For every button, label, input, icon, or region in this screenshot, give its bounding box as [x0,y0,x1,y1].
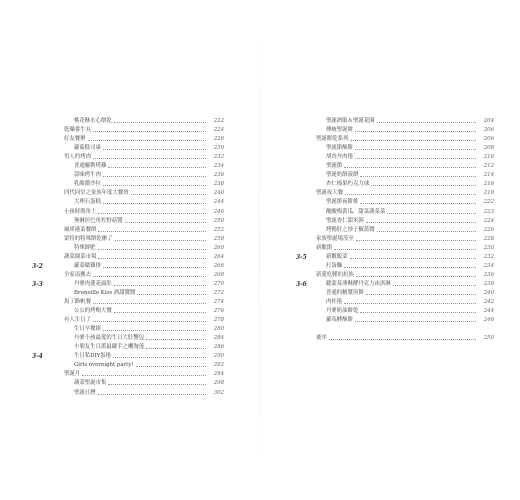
toc-entry[interactable] [326,126,494,135]
toc-entry-title: 杏仁榛果朽克力球 [326,181,370,188]
toc-page-number: 276 [213,308,224,315]
section-number: 3-2 [32,262,43,270]
section-number: 3-6 [296,280,307,288]
toc-page-number: 294 [213,371,224,378]
dot-leader [103,203,206,204]
dot-leader [350,258,476,259]
dot-leader [108,167,206,168]
toc-entry[interactable] [326,280,494,289]
toc-page-number: 250 [483,335,494,342]
toc-entry[interactable] [74,171,224,180]
toc-page-number: 268 [213,271,224,278]
dot-leader [98,249,206,250]
dot-leader [98,213,206,214]
toc-entry[interactable] [74,244,224,253]
toc-entry[interactable] [74,352,224,361]
toc-entry-title: 家族聖誕場茂至 [316,235,354,242]
toc-entry-title: 生日早餐組 [74,326,101,333]
dot-leader [355,158,476,159]
toc-entry-title: 新數飯菜 [326,253,348,260]
toc-page-number: 240 [483,289,494,296]
toc-entry[interactable] [326,208,494,217]
toc-page-number: 298 [213,380,224,387]
toc-page-number: 280 [213,326,224,333]
toc-entry[interactable] [74,307,224,316]
toc-entry-title: 聖誕節夜餅排 [326,199,359,206]
toc-page-number: 278 [213,317,224,324]
toc-page-number: 223 [483,208,494,215]
toc-entry-title: 全家南搬去 [64,271,91,278]
toc-entry-title: 大理石蛋糕 [74,199,101,206]
toc-page-number: 204 [483,118,494,124]
toc-page-number: 266 [213,262,224,269]
toc-entry-title: 蒜味烤牛肉 [74,172,101,179]
toc-entry-title: 好友餐聚 [64,136,86,143]
toc-entry-title: 肉桂捲 [326,299,343,305]
dot-leader [108,384,206,385]
dot-leader [355,321,476,322]
dot-leader [93,158,206,159]
dot-leader [356,240,476,241]
toc-entry[interactable] [64,126,224,135]
toc-entry[interactable] [74,379,224,388]
toc-entry[interactable] [326,180,494,189]
toc-entry-title: 聖誕節 [326,163,343,170]
toc-page-number: 292 [213,362,224,369]
toc-entry-title: 聖誕月 [64,371,81,378]
dot-leader [377,122,476,123]
toc-page-number: 212 [483,163,494,170]
toc-entry[interactable] [74,217,224,226]
dot-leader [344,303,476,304]
toc-entry-title: 蘿莓酵酥餅 [326,317,353,324]
toc-page-number: 250 [213,217,224,224]
dot-leader [114,285,206,286]
toc-page-number: 234 [213,163,224,170]
toc-entry-title: 蔬菜園菜市場 [64,253,97,260]
toc-entry-title: 風車港菜餐餅 [64,226,97,233]
toc-entry[interactable] [64,271,224,280]
toc-entry-title: 乳酪濃沙拉 [74,181,101,188]
toc-entry-title: 蔬菜聖誕市集 [74,380,107,387]
dot-leader [360,312,476,313]
toc-entry-title: 聖誕日曆 [74,389,96,396]
toc-entry[interactable] [74,180,224,189]
toc-entry-title: 蘿菜燉雞排 [74,262,101,269]
toc-entry[interactable] [74,262,224,271]
toc-page-number: 236 [213,172,224,179]
toc-entry[interactable] [74,389,224,398]
toc-entry-title: 男人的烤肉 [64,154,91,161]
toc-entry-title: 聖誕餅乾系列 [316,136,349,143]
dot-leader [344,167,476,168]
toc-entry-title: 乾燥番牛丸 [64,127,91,134]
toc-entry-title: 丹麥肉蓮花頭肚 [74,280,112,287]
toc-entry-title: 後序 [316,335,327,342]
toc-entry-title: 丹麥奶油餅乾 [326,308,359,315]
toc-entry-title: 聖誕夜大餐 [316,190,343,197]
dot-leader [360,203,476,204]
dot-leader [371,185,476,186]
toc-page-number: 270 [213,280,224,287]
toc-entry[interactable] [326,162,494,171]
toc-entry-title: 酸酸梅黃瓜．甜菜蔬菜菜 [326,208,386,215]
dot-leader [125,222,206,223]
toc-page-number: 246 [213,208,224,215]
toc-page-number: 260 [213,244,224,251]
dot-leader [136,366,207,367]
toc-entry[interactable] [64,189,224,198]
toc-page-number: 290 [213,353,224,360]
toc-entry-title: 烤鴨肝之炒子椒蓋醬 [326,226,375,233]
dot-leader [93,303,206,304]
toc-page-number: 244 [483,308,494,315]
toc-page-number: 238 [483,280,494,287]
toc-entry[interactable] [326,289,494,298]
toc-page-number: 216 [483,181,494,188]
toc-entry-title: 公公的烤鴨大餐 [74,308,112,315]
toc-entry[interactable] [64,316,224,325]
dot-leader [114,312,206,313]
dot-leader [103,185,206,186]
toc-entry-title: 傳統聖誕餅 [326,127,353,134]
toc-entry-title: 生日私DIY蛋捲 [74,353,111,360]
toc-page-number: 206 [483,127,494,134]
toc-entry-title: 聖誕酒服＆聖誕花圈 [326,118,375,124]
section-number: 3-5 [296,253,307,261]
dot-leader [355,149,476,150]
toc-page-number: 230 [213,145,224,152]
dot-leader [360,176,476,177]
toc-entry-title: 聖誕節酥餅 [326,145,353,152]
toc-entry[interactable] [316,271,494,280]
toc-entry-title: 桃花酥水心餅乾 [74,118,112,124]
toc-entry-title: 小朋友生日派最鍵手之機淘蓬 [74,344,145,351]
toc-entry[interactable] [74,289,224,298]
toc-page-number: 228 [483,235,494,242]
dot-leader [377,231,476,232]
dot-leader [98,231,206,232]
toc-entry-title: 打蛋麵 [326,262,343,269]
toc-entry-title: 特殊鮮肥 [74,244,96,251]
toc-page-number: 238 [213,181,224,188]
toc-entry-title: 胡杏丹肉捲 [326,154,353,161]
dot-leader [114,122,206,123]
toc-entry-title: 聽蒙莓薄酥酵丹克力冰淇淋 [326,280,391,287]
dot-leader [131,194,206,195]
toc-entry-title: 普通羅勒烤雞 [74,163,107,170]
toc-entry-title: 丹麥小孩最愛的生日大肚響包 [74,335,145,342]
toc-entry[interactable] [326,198,494,207]
dot-leader [329,339,476,340]
toc-entry-title: 聖誕杏仁甜米粥 [326,217,364,224]
toc-entry[interactable] [326,262,494,271]
toc-entry[interactable] [326,153,494,162]
toc-page-number: 234 [483,262,494,269]
toc-entry-title: 蘿蔔糕司康 [74,145,101,152]
toc-entry[interactable] [326,117,494,126]
toc-entry[interactable] [64,135,224,144]
toc-page-number: 226 [483,226,494,233]
toc-page-number: 222 [213,118,224,124]
toc-entry[interactable] [316,334,494,343]
toc-entry-title: 有人生日了 [64,317,91,324]
dot-leader [103,176,206,177]
toc-entry[interactable] [74,162,224,171]
toc-page-number: 264 [213,253,224,260]
dot-leader [82,375,206,376]
dot-leader [98,394,206,395]
toc-page-number: 252 [213,226,224,233]
toc-entry-title: 新數節 [316,244,333,251]
toc-page-number: 240 [213,190,224,197]
toc-page-number: 246 [483,317,494,324]
toc-entry[interactable] [64,208,224,217]
toc-entry[interactable] [64,153,224,162]
dot-leader [93,131,206,132]
dot-leader [344,267,476,268]
section-number: 3-3 [32,280,43,288]
toc-entry[interactable] [326,144,494,153]
dot-leader [137,294,206,295]
toc-entry[interactable] [64,235,224,244]
dot-leader [387,213,476,214]
toc-page-number: 210 [483,154,494,161]
toc-entry[interactable] [326,253,494,262]
dot-leader [146,348,206,349]
dot-leader [350,140,476,141]
toc-page-number: 232 [483,253,494,260]
toc-page-number: 244 [213,199,224,206]
toc-entry[interactable] [74,361,224,370]
dot-leader [146,339,206,340]
toc-entry[interactable] [316,235,494,244]
toc-page-number: 224 [213,127,224,134]
dot-leader [113,357,206,358]
toc-page-number: 224 [483,217,494,224]
toc-entry[interactable] [316,244,494,253]
toc-entry[interactable] [64,298,224,307]
toc-page-number: 206 [483,136,494,143]
toc-entry-title: 普通的糖漿煎餅 [326,289,364,296]
toc-page-number: 230 [483,244,494,251]
toc-page-number: 286 [213,344,224,351]
toc-entry-title: 蒙特的特殊餅乾辦了 [64,235,113,242]
dot-leader [345,194,476,195]
toc-entry[interactable] [74,198,224,207]
toc-entry[interactable] [326,307,494,316]
dot-leader [103,149,206,150]
dot-leader [355,131,476,132]
dot-leader [98,258,206,259]
toc-page-number: 302 [213,389,224,396]
toc-entry[interactable] [326,316,494,325]
toc-entry[interactable] [64,253,224,262]
right-page [260,0,520,500]
dot-leader [334,249,476,250]
toc-entry[interactable] [316,189,494,198]
toc-entry[interactable] [74,144,224,153]
toc-page-number: 284 [213,335,224,342]
toc-entry[interactable] [326,217,494,226]
dot-leader [115,240,206,241]
toc-entry[interactable] [326,298,494,307]
toc-entry-title: Girls overnight party! [74,362,134,369]
toc-page-number: 272 [213,289,224,296]
toc-page-number: 208 [483,145,494,152]
dot-leader [366,294,476,295]
toc-entry[interactable] [316,135,494,144]
toc-entry[interactable] [74,117,224,126]
dot-leader [393,285,476,286]
toc-page-number: 274 [213,299,224,305]
dot-leader [103,267,206,268]
toc-page-number: 236 [483,271,494,278]
toc-entry[interactable] [64,226,224,235]
right-toc [260,0,520,500]
toc-entry[interactable] [74,280,224,289]
toc-page-number: 214 [483,172,494,179]
dot-leader [93,321,206,322]
toc-page-number: 218 [483,190,494,197]
dot-leader [103,330,206,331]
dot-leader [366,222,476,223]
dot-leader [356,276,476,277]
toc-entry[interactable] [326,226,494,235]
toc-entry[interactable] [74,334,224,343]
toc-page-number: 258 [213,235,224,242]
toc-page-number: 242 [483,299,494,305]
toc-entry[interactable] [64,370,224,379]
toc-entry[interactable] [74,325,224,334]
section-number: 3-4 [32,353,43,361]
toc-entry-title: 四代同堂之家族年度大餐會 [64,190,129,197]
dot-leader [88,140,206,141]
toc-entry-title: 馬丁路帆餐 [64,299,91,305]
toc-page-number: 232 [213,154,224,161]
toc-entry[interactable] [326,171,494,180]
toc-page-number: 226 [213,136,224,143]
toc-entry-title: 聖誕奶餅菠餅 [326,172,359,179]
toc-entry-title: 新愛吃腫的抗族 [316,271,354,278]
toc-page-number: 222 [483,199,494,206]
toc-entry-title: 小孩時期角土 [64,208,97,215]
toc-entry-title: Brunoille Kiss 酒甜醬醬 [74,289,136,296]
dot-leader [93,276,206,277]
toc-entry[interactable] [74,343,224,352]
toc-entry-title: 無淋拉巴角佐野菇醬 [74,217,123,224]
